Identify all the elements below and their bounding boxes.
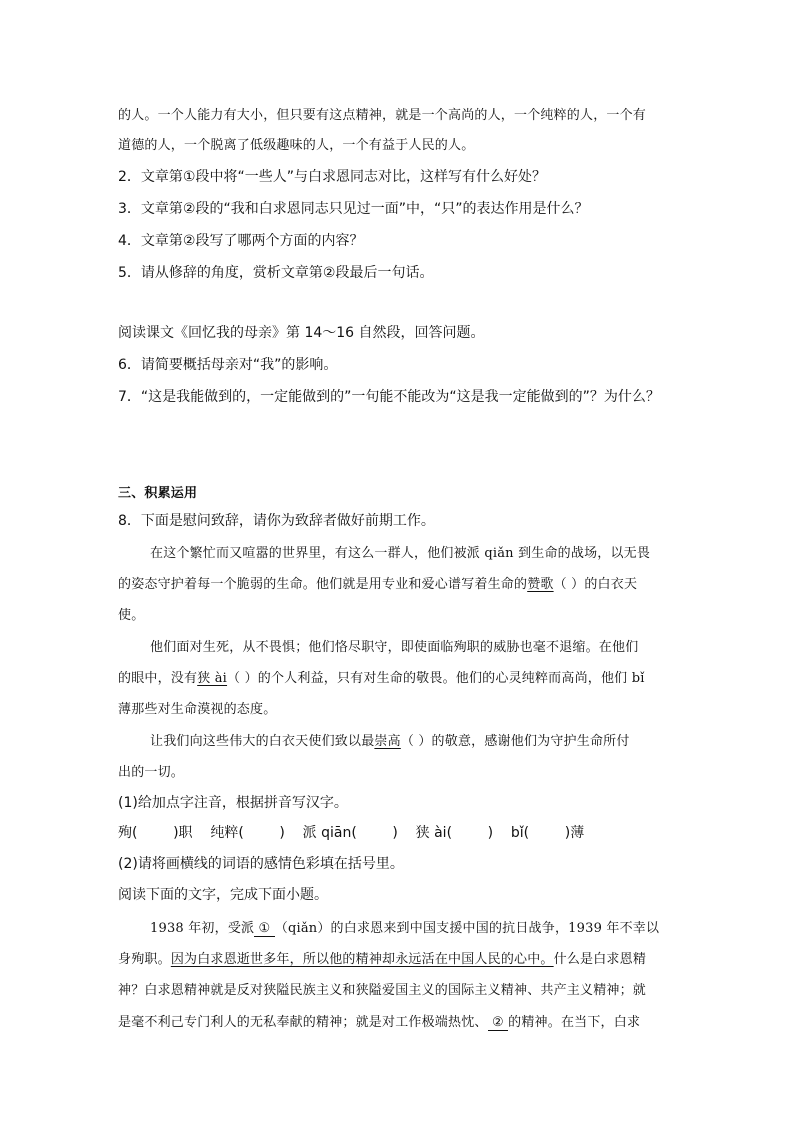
question-6: 6．请简要概括母亲对“我”的影响。 [118,357,338,373]
q8-para3-line1-b: （ ）的敬意，感谢他们为守护生命所付 [400,734,630,749]
question-4: 4．文章第②段写了哪两个方面的内容？ [118,233,364,249]
passage-end-line1: 的人。一个人能力有大小，但只要有这点精神，就是一个高尚的人，一个纯粹的人，一个有 [118,108,647,123]
section-title: 三、积累运用 [118,486,198,501]
q8-para2-line2 [118,667,645,686]
q8-para1-line2-b: （ ）的白衣天 [553,577,638,592]
q8-para2-line2-b: （ ）的个人利益，只有对生命的敬畏。他们的心灵纯粹而高尚，他们 bǐ [227,671,645,686]
passage2-line2 [118,948,646,967]
blank-2: ② [487,1015,509,1030]
q8-fill-blanks: 殉( )职 纯粹( ) 派 qiān( ) 狭 ài( ) bǐ( )薄 [118,825,585,841]
underlined-word-chonggao: 崇高 [374,734,401,749]
q8-para1-line2-a: 的姿态守护着每一个脆弱的生命。他们就是用专业和爱心谱写着生命的 [118,577,528,592]
blank-1: ① [254,921,275,936]
underlined-word-xiaai: 狭 ài [197,671,228,686]
underlined-word-zange: 赞歌 [527,577,554,592]
q8-sub1: (1)给加点字注音，根据拼音写汉字。 [118,795,348,811]
passage2-line4 [118,1011,640,1031]
passage2-line1-b: （qiǎn）的白求恩来到中国支援中国的抗日战争，1939 年不幸以 [274,921,660,936]
passage2-line2-b: 什么是白求恩精 [553,952,647,967]
q8-sub2: (2)请将画横线的词语的感情色彩填在括号里。 [118,856,404,872]
reading2-intro: 阅读下面的文字，完成下面小题。 [118,887,328,903]
passage2-line1 [150,917,659,937]
q8-para3-line1 [150,730,630,749]
q8-para1-line2 [118,573,637,592]
passage-end-line2: 道德的人，一个脱离了低级趣味的人，一个有益于人民的人。 [118,138,475,153]
q8-para1-line3: 使。 [118,608,145,623]
question-5: 5．请从修辞的角度，赏析文章第②段最后一句话。 [118,265,434,281]
q8-para1-line1: 在这个繁忙而又喧嚣的世界里，有这么一群人，他们被派 qiǎn 到生命的战场，以无畏 [150,546,651,561]
passage2-line2-a: 身殉职。 [118,952,171,967]
q8-para3-line1-a: 让我们向这些伟大的白衣天使们致以最 [150,734,375,749]
question-8-title: 8．下面是慰问致辞，请你为致辞者做好前期工作。 [118,513,435,529]
q8-para3-line2: 出的一切。 [118,765,185,780]
passage2-line1-a: 1938 年初，受派 [150,921,255,936]
q8-para2-line3: 薄那些对生命漠视的态度。 [118,702,277,717]
passage2-line4-b: 的精神。在当下，白求 [508,1015,641,1030]
question-2: 2．文章第①段中将“一些人”与白求恩同志对比，这样写有什么好处？ [118,169,546,185]
reading-intro: 阅读课文《回忆我的母亲》第 14～16 自然段，回答问题。 [118,325,485,341]
q8-para2-line2-a: 的眼中，没有 [118,671,198,686]
q8-para2-line1: 他们面对生死，从不畏惧；他们恪尽职守，即使面临殉职的威胁也毫不退缩。在他们 [150,640,639,655]
underlined-sentence: 因为白求恩逝世多年，所以他的精神却永远活在中国人民的心中。 [170,952,554,967]
passage2-line4-a: 是毫不利己专门利人的无私奉献的精神；就是对工作极端热忱、 [118,1015,488,1030]
question-7: 7．“这是我能做到的，一定能做到的”一句能不能改为“这是我一定能做到的”？为什么？ [118,389,660,405]
question-3: 3．文章第②段的“我和白求恩同志只见过一面”中，“只”的表达作用是什么？ [118,201,589,217]
passage2-line3: 神？白求恩精神就是反对狭隘民族主义和狭隘爱国主义的国际主义精神、共产主义精神；就 [118,983,647,998]
